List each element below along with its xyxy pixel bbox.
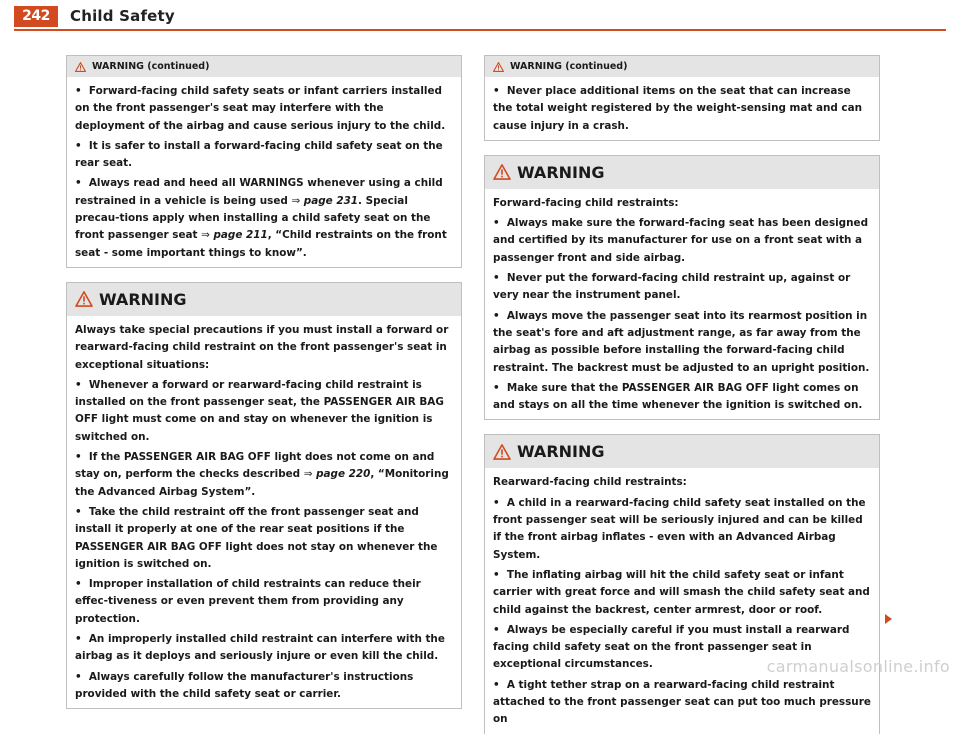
bullet-item xyxy=(75,175,453,261)
warning-body xyxy=(67,77,461,267)
arrow-icon: ⇒ xyxy=(201,229,210,242)
warning-header xyxy=(485,56,879,77)
warning-intro: Forward-facing child restraints: xyxy=(493,196,679,209)
warning-triangle-icon xyxy=(75,62,86,72)
warning-box-forward-facing xyxy=(484,155,880,421)
bullet-item: • Never put the forward-facing child restraint up, against or very near the instrument panel. xyxy=(493,270,871,305)
warning-box-continued-left xyxy=(66,55,462,268)
warning-header xyxy=(67,56,461,77)
bullet-item: • Whenever a forward or rearward-facing child restraint is installed on the front passenger seat, the PASSENGER AIR BAG OFF light must come on and stay on whenever the ignition is switched on. xyxy=(75,377,453,446)
bullet-item: • Take the child restraint off the front passenger seat and install it properly at one of the rear seat positions if the PASSENGER AIR BAG OFF light does not stay on whenever the ignition is switched on. xyxy=(75,504,453,573)
right-column xyxy=(484,55,880,748)
warning-body xyxy=(485,77,879,140)
bullet-item: • Improper installation of child restraints can reduce their effec-tiveness or even prevent them from providing any protection. xyxy=(75,576,453,628)
warning-header xyxy=(67,283,461,316)
arrow-icon: ⇒ xyxy=(291,194,301,207)
page-ref-link[interactable]: page 211 xyxy=(213,229,268,242)
warning-body xyxy=(485,189,879,420)
warning-box-continued-right xyxy=(484,55,880,141)
bullet-item: • Always move the passenger seat into its rearmost position in the seat's fore and aft adjustment range, as far away from the airbag as possible before installing the forward-facing child restraint. The backrest must be adjusted to an upright position. xyxy=(493,308,871,377)
warning-header xyxy=(485,435,879,468)
bullet-item xyxy=(75,449,453,501)
arrow-icon: ⇒ xyxy=(303,468,313,481)
bullet-item: • Always be especially careful if you must install a rearward facing child safety seat on the front passenger seat in exceptional circumstances. xyxy=(493,622,871,674)
bullet-text: Always read and heed all WARNINGS whenever using a child restrained in a vehicle is being used xyxy=(75,177,443,207)
warning-box-rearward-facing xyxy=(484,434,880,733)
warning-triangle-icon xyxy=(493,444,511,460)
page-number: 242 xyxy=(14,6,58,27)
bullet-text: , “Child restraints on the front seat - some important things to know”. xyxy=(75,229,447,259)
bullet-item: • It is safer to install a forward-facing child safety seat on the rear seat. xyxy=(75,138,453,173)
warning-heading: WARNING (continued) xyxy=(92,61,210,72)
warning-intro: Rearward-facing child restraints: xyxy=(493,476,687,489)
warning-triangle-icon xyxy=(493,164,511,180)
bullet-item: • Always make sure the forward-facing seat has been designed and certified by its manufacturer for use on a front seat with a passenger front and side airbag. xyxy=(493,215,871,267)
bullet-item: • Make sure that the PASSENGER AIR BAG OFF light comes on and stays on all the time whenever the ignition is switched on. xyxy=(493,380,871,415)
warning-body xyxy=(485,468,879,733)
bullet-item: • A tight tether strap on a rearward-facing child restraint attached to the front passenger seat can put too much pressure on xyxy=(493,677,871,729)
page-ref-link[interactable]: page 231 xyxy=(303,194,359,207)
page-title: Child Safety xyxy=(70,7,175,25)
bullet-item: • Forward-facing child safety seats or infant carriers installed on the front passenger's seat may interfere with the deployment of the airbag and cause serious injury to the child. xyxy=(75,83,453,135)
warning-box-left xyxy=(66,282,462,709)
bullet-text: . Special precau-tions apply when installing a child safety seat on the front passenger seat xyxy=(75,194,431,242)
bullet-item: • A child in a rearward-facing child safety seat installed on the front passenger seat will be seriously injured and can be killed if the front airbag inflates - even with an Advanced Airbag System. xyxy=(493,495,871,564)
header-rule xyxy=(14,29,946,31)
warning-heading: WARNING xyxy=(517,442,605,462)
bullet-item: • The inflating airbag will hit the child safety seat or infant carrier with great force and will smash the child safety seat and child against the backrest, center armrest, door or roof. xyxy=(493,567,871,619)
page-ref-link[interactable]: page 220 xyxy=(316,468,371,481)
bullet-item: • Always carefully follow the manufacturer's instructions provided with the child safety seat or carrier. xyxy=(75,669,453,704)
warning-heading: WARNING xyxy=(517,162,605,182)
bullet-item: • An improperly installed child restraint can interfere with the airbag as it deploys and seriously injure or even kill the child. xyxy=(75,631,453,666)
warning-triangle-icon xyxy=(493,62,504,72)
warning-heading: WARNING (continued) xyxy=(510,61,628,72)
left-column xyxy=(66,55,462,723)
bullet-text: If the PASSENGER AIR BAG OFF light does not come on and stay on, perform the checks described xyxy=(75,451,435,481)
warning-heading: WARNING xyxy=(99,289,187,309)
warning-triangle-icon xyxy=(75,291,93,307)
bullet-text: , “Monitoring the Advanced Airbag System”. xyxy=(75,468,449,498)
watermark: carmanualsonline.info xyxy=(766,657,950,676)
warning-intro: Always take special precautions if you must install a forward or rearward-facing child restraint on the front passenger's seat in exceptional situations: xyxy=(75,323,449,371)
warning-body xyxy=(67,316,461,708)
bullet-item: • Never place additional items on the seat that can increase the total weight registered by the weight-sensing mat and can cause injury in a crash. xyxy=(493,83,871,135)
warning-header xyxy=(485,156,879,189)
continue-arrow-icon xyxy=(885,614,892,624)
